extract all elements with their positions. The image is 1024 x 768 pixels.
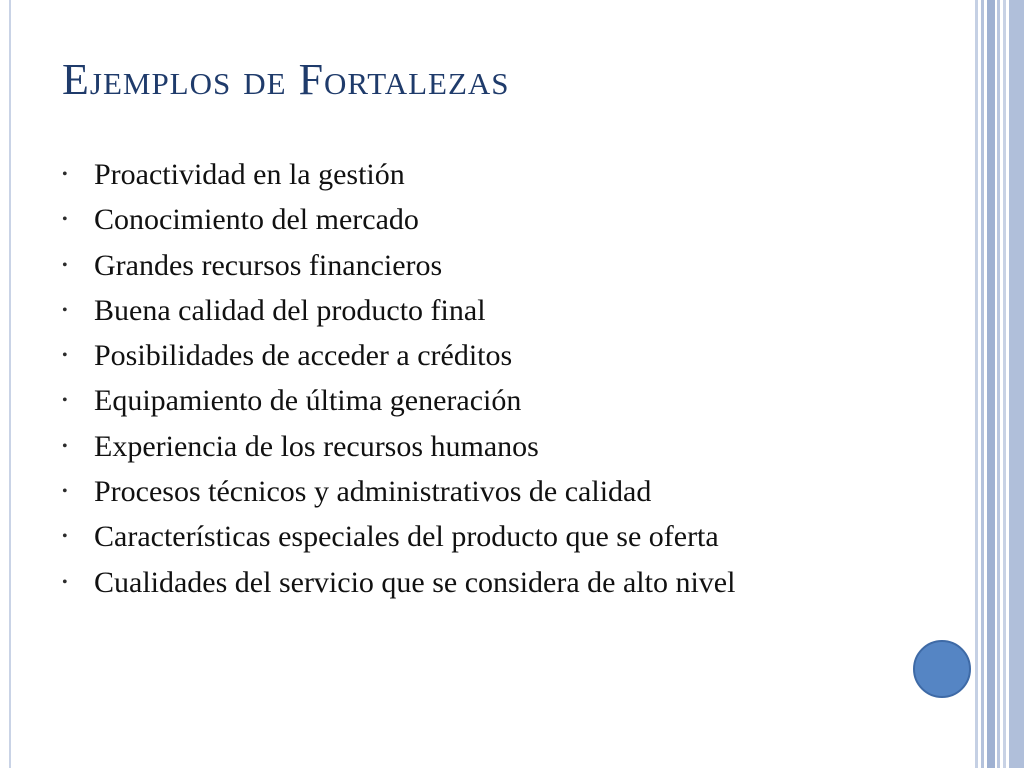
bullet-icon: •	[62, 301, 68, 319]
decorative-stripe	[997, 0, 1000, 768]
bullet-icon: •	[62, 528, 68, 546]
decorative-stripe	[1003, 0, 1006, 768]
bullet-text: Conocimiento del mercado	[94, 203, 419, 237]
bullet-text: Equipamiento de última generación	[94, 384, 522, 418]
bullet-item	[62, 292, 862, 329]
decorative-stripe	[981, 0, 984, 768]
bullet-icon: •	[62, 166, 68, 183]
bullet-text: Experiencia de los recursos humanos	[94, 429, 539, 463]
bullet-item	[62, 247, 862, 284]
bullet-item	[62, 337, 862, 374]
bullet-item	[62, 428, 862, 465]
decorative-stripe	[975, 0, 978, 768]
bullet-text: Proactividad en la gestión	[94, 158, 405, 191]
bullet-item	[62, 473, 862, 510]
bullet-text: Grandes recursos financieros	[94, 248, 443, 282]
bullet-item	[62, 518, 862, 555]
bullet-icon: •	[62, 437, 68, 455]
bullet-text: Buena calidad del producto final	[94, 293, 486, 327]
bullet-text: Procesos técnicos y administrativos de calidad	[94, 475, 652, 509]
left-border-line	[9, 0, 11, 768]
bullet-text: Posibilidades de acceder a créditos	[94, 339, 513, 373]
bullet-item	[62, 201, 862, 238]
decorative-stripe	[987, 0, 995, 768]
slide-title: Ejemplos de Fortalezas	[62, 55, 510, 104]
decorative-stripe	[1009, 0, 1024, 768]
bullet-icon: •	[62, 483, 68, 501]
bullet-item	[62, 382, 862, 419]
bullet-text: Características especiales del producto que se oferta	[94, 520, 719, 554]
bullet-text: Cualidades del servicio que se considera de alto nivel	[94, 565, 736, 599]
bullet-icon: •	[62, 392, 68, 410]
bullet-item	[62, 156, 862, 193]
bullet-icon: •	[62, 256, 68, 274]
bullet-icon: •	[62, 347, 68, 365]
bullet-item	[62, 564, 862, 601]
slide-nav-circle-button[interactable]	[913, 640, 971, 698]
bullet-icon: •	[62, 211, 68, 229]
bullet-icon: •	[62, 573, 68, 591]
bullet-list	[62, 156, 862, 609]
